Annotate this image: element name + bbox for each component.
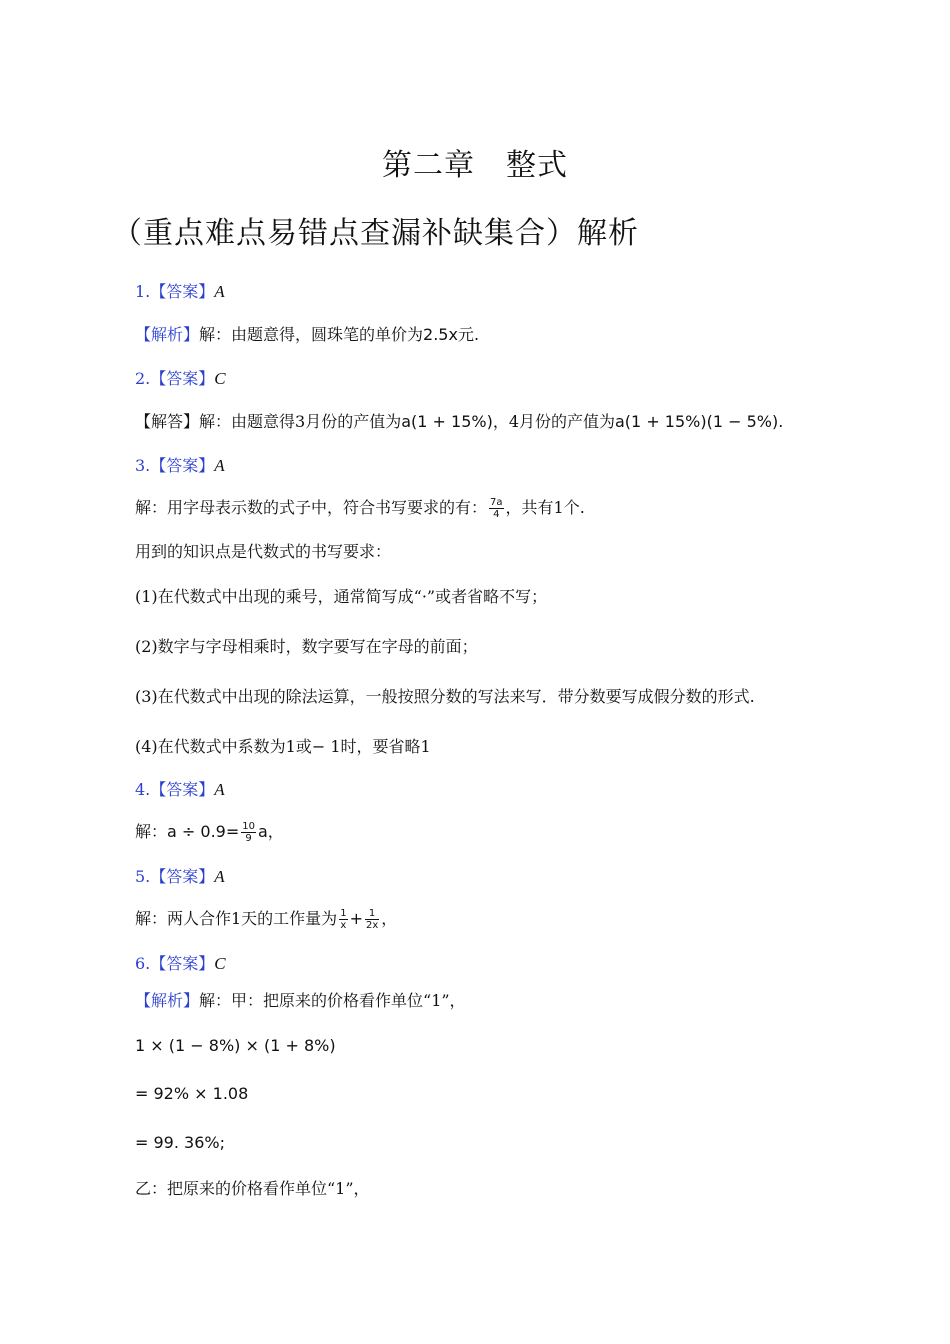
q5-solution bbox=[135, 908, 397, 931]
q3-text-2: ，共有1个. bbox=[505, 498, 585, 517]
q4-math-2: a bbox=[257, 822, 268, 841]
q4-fraction-numerator: 10 bbox=[242, 821, 255, 832]
q3-rule-3: (3)在代数式中出现的除法运算，一般按照分数的写法来写．带分数要写成假分数的形式. bbox=[135, 687, 755, 706]
q4-fraction-denominator: 9 bbox=[245, 833, 252, 844]
q1-answer-value: A bbox=[214, 282, 225, 301]
q2-text-1: 解：由题意得3月份的产值为 bbox=[199, 412, 402, 431]
q5-fraction-2-numerator: 1 bbox=[365, 908, 379, 920]
q3-answer-tag: 【答案】 bbox=[150, 456, 215, 475]
page-title: 第二章 整式 bbox=[382, 148, 568, 183]
q4-number: 4. bbox=[135, 780, 151, 799]
q2-number: 2. bbox=[135, 369, 151, 388]
q3-number: 3. bbox=[135, 456, 151, 475]
q3-text-1: 解：用字母表示数的式子中，符合书写要求的有： bbox=[135, 498, 488, 517]
q2-solution bbox=[135, 411, 783, 433]
q5-text-2: ， bbox=[381, 909, 398, 928]
q6-number: 6. bbox=[135, 954, 151, 973]
q1-analysis-tag: 【解析】 bbox=[135, 325, 200, 344]
q5-text-1: 解：两人合作1天的工作量为 bbox=[135, 909, 338, 928]
q3-answer-value: A bbox=[214, 456, 225, 475]
q5-answer-tag: 【答案】 bbox=[150, 867, 215, 886]
q4-answer-tag: 【答案】 bbox=[150, 780, 215, 799]
q5-answer bbox=[135, 866, 225, 888]
q3-rule-1: (1)在代数式中出现的乘号，通常简写成“·”或者省略不写； bbox=[135, 587, 548, 606]
q2-solution-tag: 【解答】 bbox=[135, 412, 200, 431]
q1-answer-tag: 【答案】 bbox=[150, 282, 215, 301]
q4-solution bbox=[135, 821, 284, 844]
q4-fraction bbox=[241, 821, 256, 844]
q6-text-1: 解：甲：把原来的价格看作单位“1”， bbox=[199, 991, 466, 1010]
q3-fraction-denominator: 4 bbox=[493, 509, 500, 520]
q6-answer-tag: 【答案】 bbox=[150, 954, 215, 973]
q5-plus: + bbox=[349, 909, 363, 928]
q6-math-1: 1 × (1 − 8%) × (1 + 8%) bbox=[135, 1036, 336, 1055]
q4-answer-value: A bbox=[214, 780, 225, 799]
q1-analysis-math: 2.5x bbox=[423, 325, 458, 344]
q2-answer-value: C bbox=[214, 369, 226, 388]
q1-answer bbox=[135, 281, 225, 303]
q2-math-2: a(1 + 15%)(1 − 5%) bbox=[615, 412, 779, 431]
q6-math-2: = 92% × 1.08 bbox=[135, 1084, 249, 1103]
q3-rule-4: (4)在代数式中系数为1或− 1时，要省略1 bbox=[135, 737, 431, 756]
q2-answer-tag: 【答案】 bbox=[150, 369, 215, 388]
q3-solution bbox=[135, 497, 585, 520]
q1-number: 1. bbox=[135, 282, 151, 301]
q6-math-3: = 99. 36%; bbox=[135, 1133, 225, 1152]
q5-number: 5. bbox=[135, 867, 151, 886]
q5-fraction-1 bbox=[339, 908, 347, 931]
page-subtitle: （重点难点易错点查漏补缺集合）解析 bbox=[112, 216, 639, 251]
q6-answer bbox=[135, 953, 226, 975]
q2-answer bbox=[135, 368, 226, 390]
q5-answer-value: A bbox=[214, 867, 225, 886]
q2-math-1: a(1 + 15%) bbox=[401, 412, 493, 431]
q6-text-2: 乙：把原来的价格看作单位“1”， bbox=[135, 1179, 370, 1198]
q3-fraction-numerator: 7a bbox=[490, 497, 503, 508]
q3-fraction bbox=[489, 497, 504, 520]
q5-fraction-2-denominator: 2x bbox=[365, 920, 379, 931]
q3-answer bbox=[135, 455, 225, 477]
q6-answer-value: C bbox=[214, 954, 226, 973]
q4-answer bbox=[135, 779, 225, 801]
q4-text-2: ， bbox=[267, 822, 284, 841]
q1-analysis bbox=[135, 324, 479, 346]
q2-text-2: ，4月份的产值为 bbox=[492, 412, 615, 431]
q6-analysis bbox=[135, 990, 466, 1012]
q5-fraction-2 bbox=[365, 908, 379, 931]
q4-text-1: 解： bbox=[135, 822, 168, 841]
q5-fraction-1-denominator: x bbox=[340, 920, 347, 931]
q1-analysis-text: 解：由题意得，圆珠笔的单价为 bbox=[199, 325, 424, 344]
q1-analysis-unit: 元. bbox=[457, 325, 480, 344]
q6-analysis-tag: 【解析】 bbox=[135, 991, 200, 1010]
q4-math-1: a ÷ 0.9= bbox=[167, 822, 240, 841]
q2-text-3: . bbox=[778, 412, 784, 431]
q5-fraction-1-numerator: 1 bbox=[340, 908, 347, 919]
q3-rule-2: (2)数字与字母相乘时，数字要写在字母的前面； bbox=[135, 637, 478, 656]
q3-knowledge-intro: 用到的知识点是代数式的书写要求： bbox=[135, 542, 392, 561]
